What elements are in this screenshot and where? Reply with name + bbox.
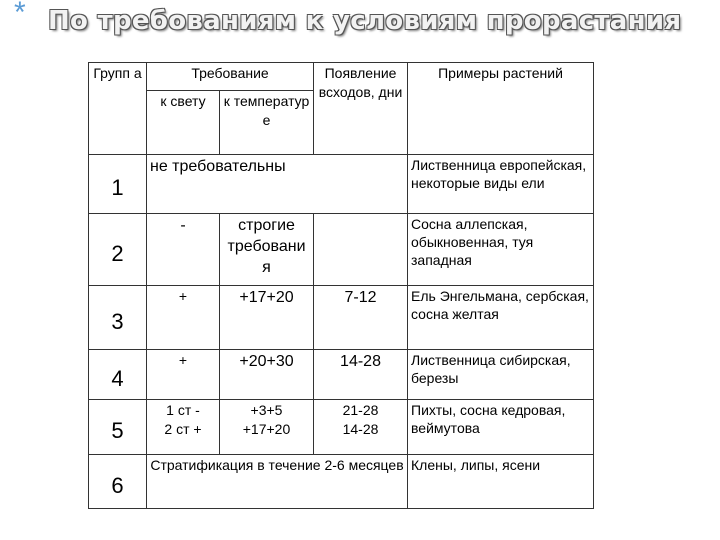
table-row <box>89 155 594 214</box>
light-cell: + <box>147 350 220 400</box>
header-temperature: к температур е <box>220 91 314 155</box>
temperature-cell: +20+30 <box>220 350 314 400</box>
header-light: к свету <box>147 91 220 155</box>
emergence-line-1: 21-28 <box>342 402 379 418</box>
header-requirement: Требование <box>147 63 314 91</box>
light-cell <box>147 400 220 455</box>
emergence-cell <box>314 400 408 455</box>
group-cell: 4 <box>89 350 147 400</box>
germination-table-container <box>88 62 593 508</box>
examples-cell: Пихты, сосна кедровая, веймутова <box>408 400 594 455</box>
slide-title: По требованиям к условиям прорастания <box>48 6 682 36</box>
table-row <box>89 455 594 509</box>
header-emergence: Появление всходов, дни <box>314 63 408 155</box>
examples-cell: Лиственница сибирская, березы <box>408 350 594 400</box>
temperature-cell: строгие требовани я <box>220 214 314 286</box>
germination-table <box>88 62 594 509</box>
light-cell: - <box>147 214 220 286</box>
temperature-cell <box>220 400 314 455</box>
merged-requirement-cell: не требовательны <box>147 155 408 214</box>
table-row <box>89 286 594 350</box>
header-group: Групп а <box>89 63 147 155</box>
group-cell: 5 <box>89 400 147 455</box>
header-row-1 <box>89 63 594 91</box>
group-cell: 2 <box>89 214 147 286</box>
title-bullet: * <box>14 0 26 29</box>
group-cell: 1 <box>89 155 147 214</box>
group-cell: 3 <box>89 286 147 350</box>
emergence-cell <box>314 214 408 286</box>
group-cell: 6 <box>89 455 147 509</box>
light-cell: + <box>147 286 220 350</box>
header-examples: Примеры растений <box>408 63 594 155</box>
light-line-1: 1 ст - <box>166 402 200 418</box>
emergence-line-2: 14-28 <box>342 421 379 437</box>
examples-cell: Сосна аллепская, обыкновенная, туя западная <box>408 214 594 286</box>
examples-cell: Лиственница европейская, некоторые виды ели <box>408 155 594 214</box>
table-row <box>89 214 594 286</box>
temperature-cell: +17+20 <box>220 286 314 350</box>
emergence-cell: 14-28 <box>314 350 408 400</box>
light-line-2: 2 ст + <box>164 421 202 437</box>
examples-cell: Ель Энгельмана, сербская, сосна желтая <box>408 286 594 350</box>
temperature-line-1: +3+5 <box>250 402 283 418</box>
emergence-cell: 7-12 <box>314 286 408 350</box>
temperature-line-2: +17+20 <box>242 421 291 437</box>
stratification-cell: Стратификация в течение 2-6 месяцев <box>147 455 408 509</box>
examples-cell: Клены, липы, ясени <box>408 455 594 509</box>
table-row <box>89 350 594 400</box>
table-row <box>89 400 594 455</box>
